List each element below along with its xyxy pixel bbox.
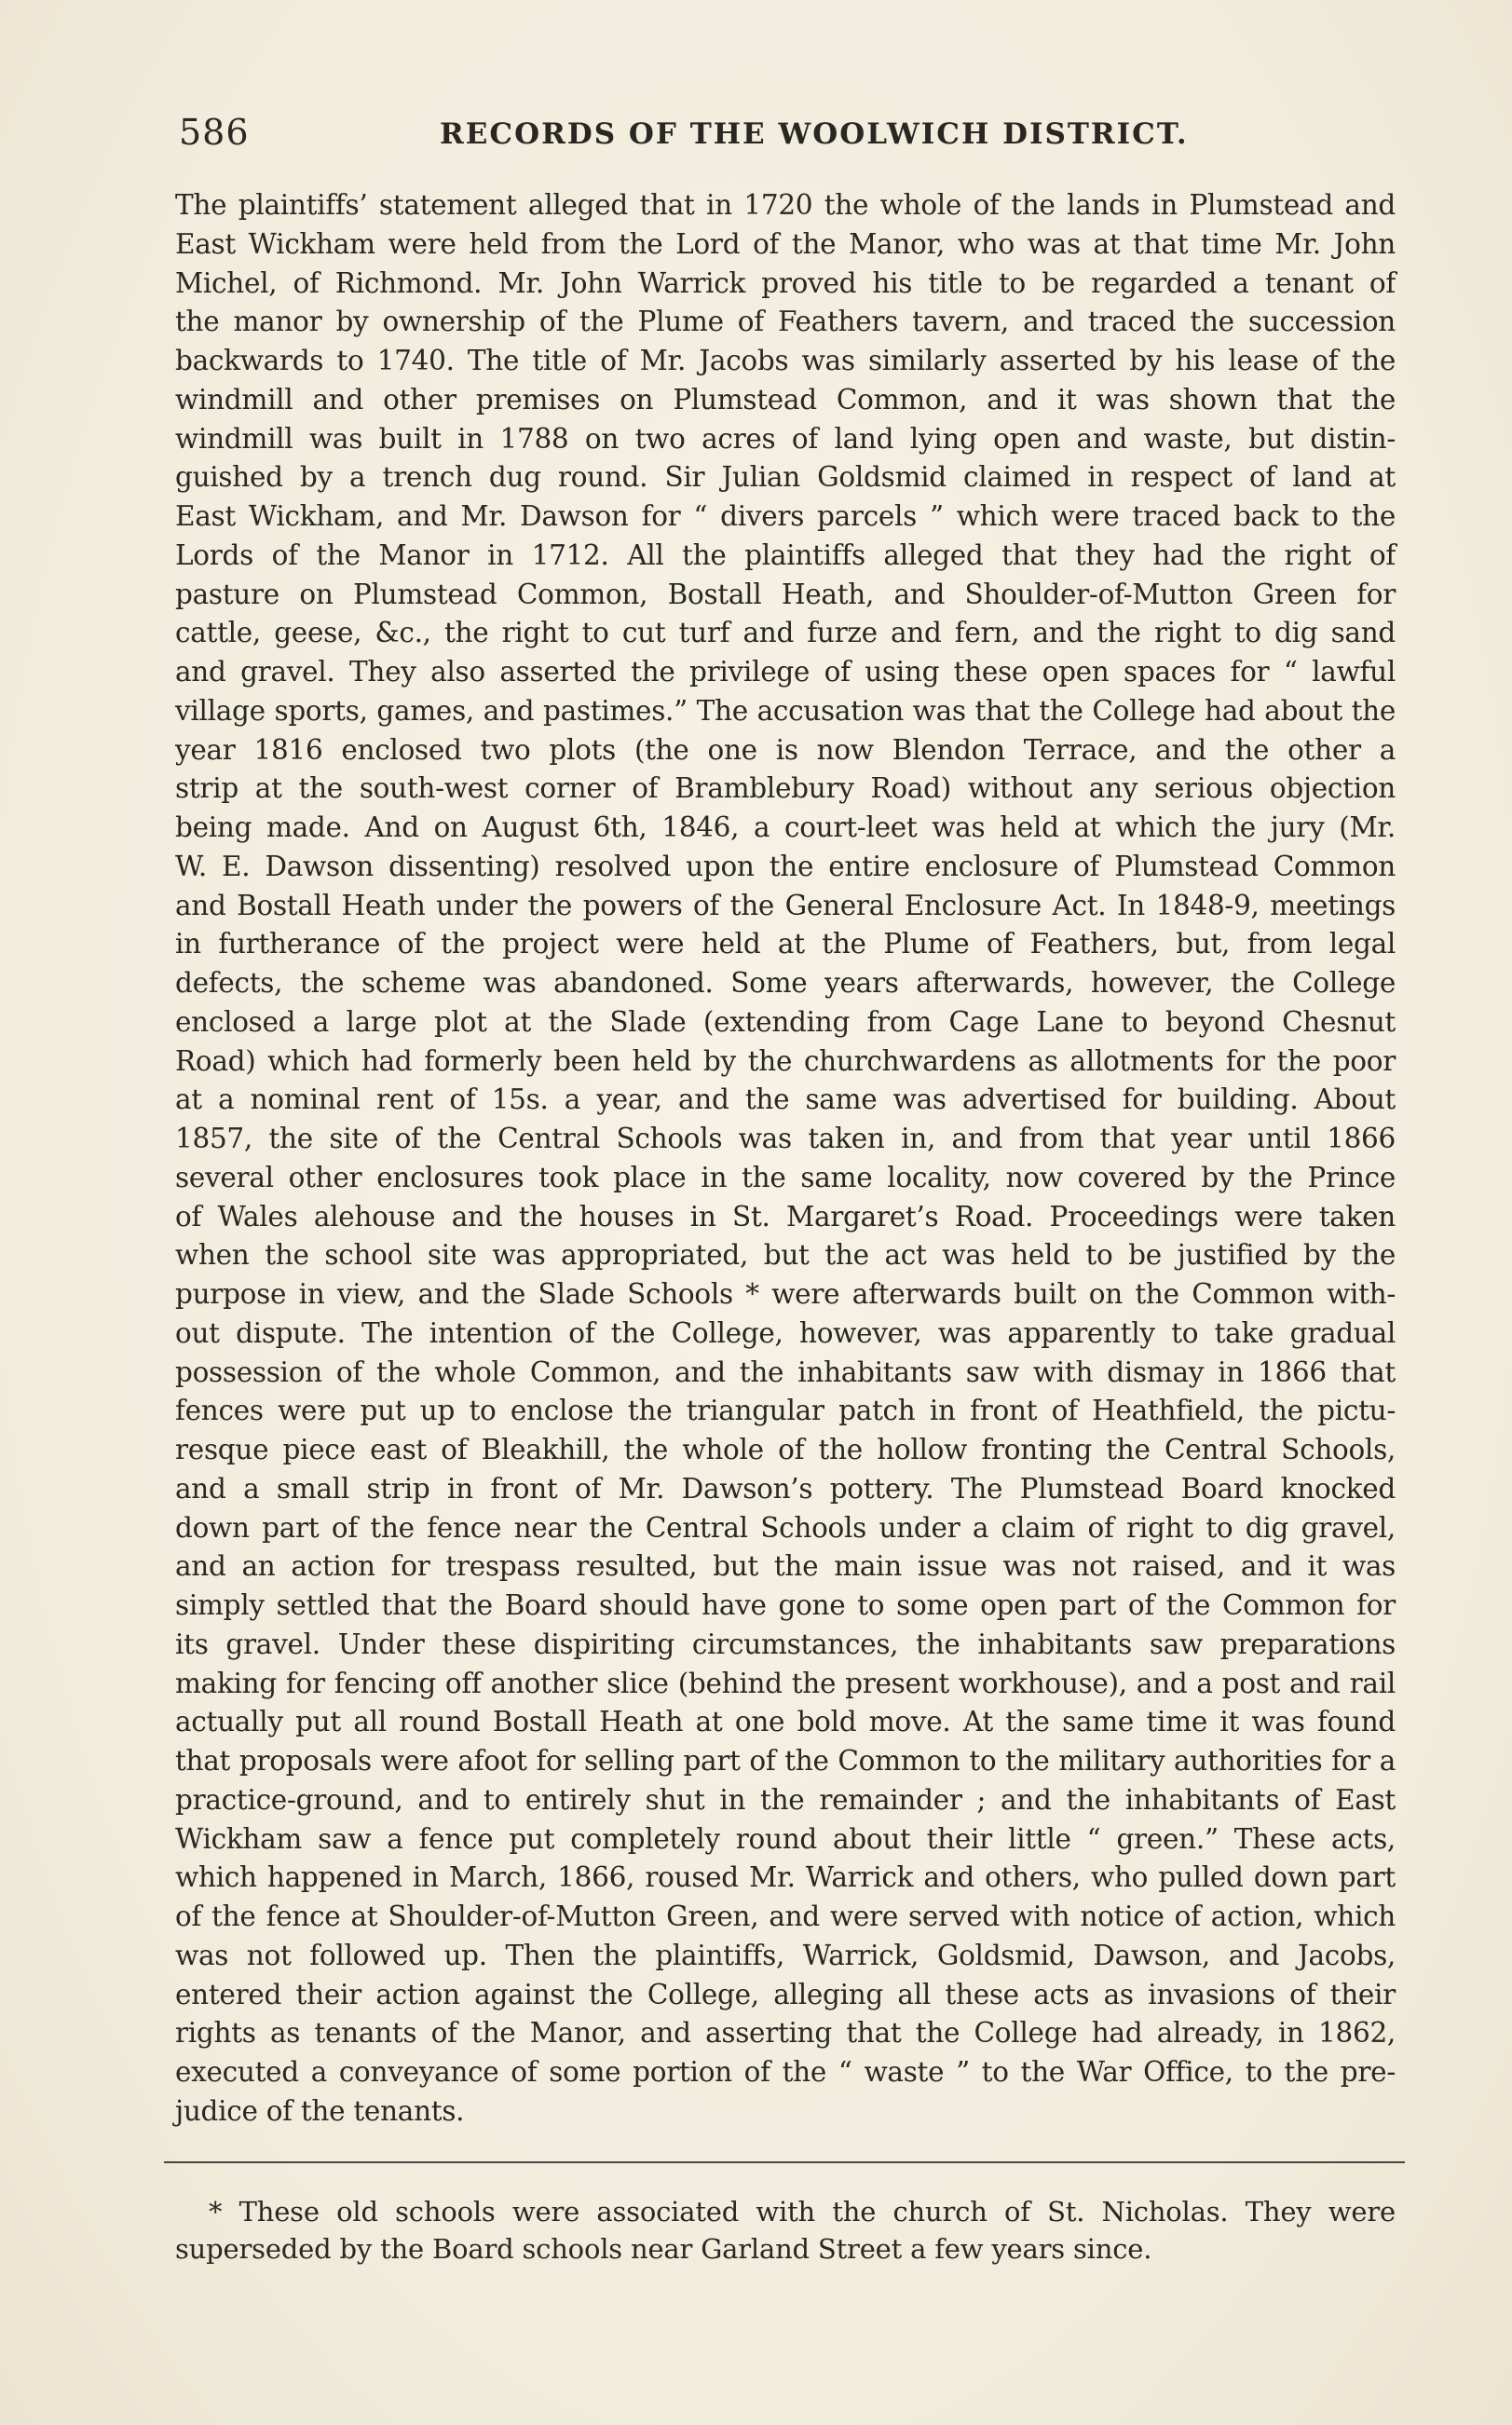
page-number: 586 [179, 112, 250, 153]
text-line: simply settled that the Board should have gone to some open part of the Common for [175, 1589, 1396, 1621]
text-line: the manor by ownership of the Plume of Feathers tavern, and traced the succession [175, 306, 1396, 338]
text-line: possession of the whole Common, and the inhabitants saw with dismay in 1866 that [175, 1356, 1396, 1388]
text-line: cattle, geese, &c., the right to cut turf and furze and fern, and the right to dig sand [175, 617, 1396, 649]
text-line: was not followed up. Then the plaintiffs, Warrick, Goldsmid, Dawson, and Jacobs, [175, 1939, 1396, 1971]
text-line: purpose in view, and the Slade Schools * were afterwards built on the Common with- [175, 1278, 1396, 1310]
text-line: enclosed a large plot at the Slade (extending from Cage Lane to beyond Chesnut [175, 1005, 1396, 1038]
text-line: year 1816 enclosed two plots (the one is now Blendon Terrace, and the other a [175, 733, 1396, 766]
text-line: in furtherance of the project were held at the Plume of Feathers, but, from legal [175, 928, 1396, 960]
text-line: East Wickham, and Mr. Dawson for “ divers parcels ” which were traced back to the [175, 500, 1396, 532]
text-line: defects, the scheme was abandoned. Some years afterwards, however, the College [175, 967, 1396, 999]
text-line: windmill and other premises on Plumstead Common, and it was shown that the [175, 383, 1396, 416]
text-line: fences were put up to enclose the triangular patch in front of Heathfield, the pictu- [175, 1395, 1396, 1427]
text-line: practice-ground, and to entirely shut in the remainder ; and the inhabitants of East [175, 1783, 1396, 1816]
text-line: that proposals were afoot for selling part of the Common to the military authorities for a [175, 1745, 1396, 1777]
text-line: which happened in March, 1866, roused Mr. Warrick and others, who pulled down part [175, 1861, 1396, 1894]
text-line: Lords of the Manor in 1712. All the plaintiffs alleged that they had the right of [175, 538, 1396, 571]
running-title: RECORDS OF THE WOOLWICH DISTRICT. [440, 117, 1189, 151]
text-line: and a small strip in front of Mr. Dawson’s pottery. The Plumstead Board knocked [175, 1472, 1396, 1505]
text-line: down part of the fence near the Central Schools under a claim of right to dig gravel, [175, 1511, 1396, 1544]
footnote [175, 2193, 1396, 2268]
text-line: East Wickham were held from the Lord of the Manor, who was at that time Mr. John [175, 227, 1396, 260]
text-line: and Bostall Heath under the powers of the General Enclosure Act. In 1848-9, meetings [175, 889, 1396, 921]
text-line: 1857, the site of the Central Schools was taken in, and from that year until 1866 [175, 1123, 1396, 1154]
footnote-line: * These old schools were associated with the church of St. Nicholas. They were [209, 2196, 1396, 2227]
text-line: resque piece east of Bleakhill, the whole of the hollow fronting the Central Schools, [175, 1434, 1396, 1465]
text-line: its gravel. Under these dispiriting circumstances, the inhabitants saw preparations [175, 1628, 1396, 1660]
text-line: executed a conveyance of some portion of the “ waste ” to the War Office, to the pre- [175, 2056, 1396, 2088]
text-line: out dispute. The intention of the College, however, was apparently to take gradual [175, 1316, 1396, 1349]
text-line: W. E. Dawson dissenting) resolved upon the entire enclosure of Plumstead Common [175, 850, 1396, 882]
text-line: when the school site was appropriated, but the act was held to be justified by the [175, 1239, 1396, 1272]
text-line: Wickham saw a fence put completely round about their little “ green.” These acts, [175, 1822, 1396, 1855]
running-head [179, 112, 1325, 168]
text-line: several other enclosures took place in the same locality, now covered by the Prince [175, 1161, 1396, 1193]
text-line: windmill was built in 1788 on two acres of land lying open and waste, but distin- [175, 422, 1396, 455]
text-line: guished by a trench dug round. Sir Julian Goldsmid claimed in respect of land at [175, 461, 1396, 494]
text-line: and an action for trespass resulted, but the main issue was not raised, and it was [175, 1550, 1396, 1583]
text-line: of the fence at Shoulder-of-Mutton Green, and were served with notice of action, which [175, 1900, 1396, 1932]
text-line: judice of the tenants. [175, 2094, 465, 2127]
text-line: and gravel. They also asserted the privilege of using these open spaces for “ lawful [175, 656, 1396, 688]
text-line: rights as tenants of the Manor, and asserting that the College had already, in 1862, [175, 2017, 1396, 2050]
text-line: Michel, of Richmond. Mr. John Warrick proved his title to be regarded a tenant of [175, 266, 1396, 299]
text-line: strip at the south-west corner of Bramblebury Road) without any serious objection [175, 772, 1396, 805]
footnote-line: superseded by the Board schools near Garland Street a few years since. [175, 2233, 1152, 2265]
footnote-rule [164, 2161, 1405, 2163]
body-text [175, 186, 1396, 2132]
text-line: being made. And on August 6th, 1846, a court-leet was held at which the jury (Mr. [175, 811, 1396, 843]
text-line: entered their action against the College, alleging all these acts as invasions of their [175, 1978, 1396, 2010]
text-line: making for fencing off another slice (behind the present workhouse), and a post and rail [175, 1667, 1396, 1699]
text-line: The plaintiffs’ statement alleged that in 1720 the whole of the lands in Plumstead and [175, 189, 1396, 221]
text-line: Road) which had formerly been held by the churchwardens as allotments for the poor [175, 1044, 1396, 1077]
text-line: village sports, games, and pastimes.” The accusation was that the College had about the [175, 694, 1396, 727]
text-line: backwards to 1740. The title of Mr. Jacobs was similarly asserted by his lease of the [175, 345, 1396, 376]
text-line: at a nominal rent of 15s. a year, and the same was advertised for building. About [175, 1083, 1396, 1116]
text-line: actually put all round Bostall Heath at one bold move. At the same time it was found [175, 1706, 1396, 1738]
text-line: pasture on Plumstead Common, Bostall Heath, and Shoulder-of-Mutton Green for [175, 578, 1396, 610]
text-line: of Wales alehouse and the houses in St. Margaret’s Road. Proceedings were taken [175, 1200, 1396, 1233]
